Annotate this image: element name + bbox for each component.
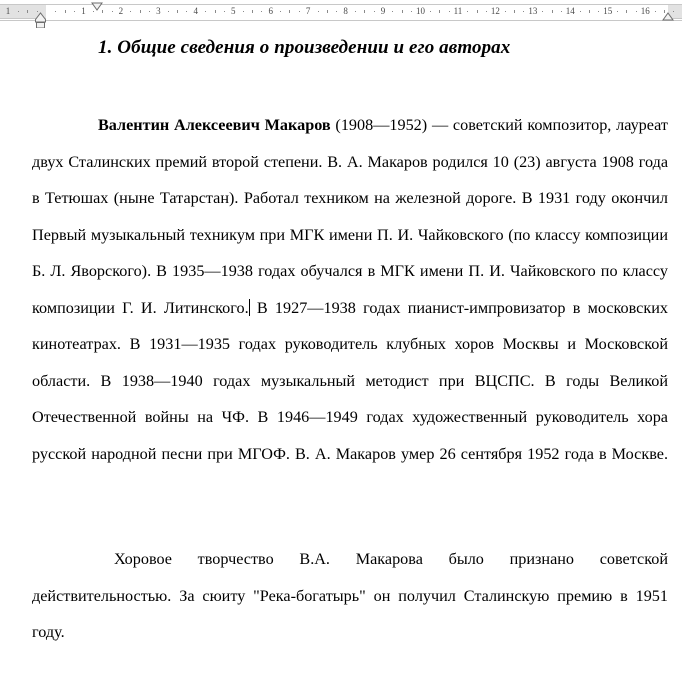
paragraph-biography-part-1: (1908—1952) — советский композитор, лауреат двух Сталинских премий второй степени. В. А. Макаров родился 10 (23) августа 1908 года в Тетюшах (ныне Татарстан). Работал техником на железной дороге. В 1931 году окончил Первый музыкальный техникум при МГК имени П. И. Чайковского (по классу композиции Б. Л. Яворского). В 1935—1938 годах обучался в МГК имени П. И. Чайковского по классу композиции Г. И. Литинского.: [32, 116, 668, 317]
ruler-quarter-dot: [449, 11, 450, 12]
ruler-half-tick: [477, 10, 478, 13]
ruler-quarter-dot: [243, 11, 244, 12]
ruler-quarter-dot: [542, 11, 543, 12]
ruler-quarter-dot: [93, 11, 94, 12]
ruler-number-1: 1: [81, 6, 86, 16]
ruler-number-3: 3: [156, 6, 161, 16]
ruler-quarter-dot: [523, 11, 524, 12]
ruler-half-tick: [439, 10, 440, 13]
ruler-quarter-dot: [580, 11, 581, 12]
document-page[interactable]: [0, 28, 682, 644]
ruler-half-tick: [65, 10, 66, 13]
ruler-quarter-dot: [205, 11, 206, 12]
ruler-half-tick: [626, 10, 627, 13]
ruler-quarter-dot: [224, 11, 225, 12]
ruler-quarter-dot: [636, 11, 637, 12]
ruler-quarter-dot: [261, 11, 262, 12]
ruler-quarter-dot: [280, 11, 281, 12]
ruler-number-9: 9: [380, 6, 386, 16]
ruler-quarter-dot: [149, 11, 150, 12]
ruler-number-10: 10: [416, 6, 425, 16]
first-line-indent-marker[interactable]: [91, 2, 103, 11]
ruler-half-tick: [215, 10, 216, 13]
ruler-quarter-dot: [355, 11, 356, 12]
horizontal-ruler[interactable]: [0, 0, 682, 28]
paragraph-biography-part-2: В 1927—1938 годах пианист-импровизатор в московских кинотеатрах. В 1931—1935 годах руководитель клубных хоров Москвы и Московской области. В 1938—1940 годах музыкальный методист при ВЦСПС. В годы Великой Отечественной войны на ЧФ. В 1946—1949 годах художественный руководитель хора русской народной песни при МГОФ. В. А. Макаров умер 26 сентября 1952 года в Москве.: [32, 298, 668, 463]
ruler-quarter-dot: [617, 11, 618, 12]
ruler-number-12: 12: [490, 6, 500, 16]
ruler-quarter-dot: [318, 11, 319, 12]
ruler-number-16: 16: [640, 6, 650, 16]
ruler-quarter-dot: [112, 11, 113, 12]
subject-name: Валентин Алексеевич Макаров: [98, 116, 331, 134]
ruler-quarter-dot: [55, 11, 56, 12]
ruler-number-8: 8: [343, 6, 348, 16]
ruler-number-7: 7: [305, 6, 311, 16]
ruler-number-14: 14: [565, 6, 575, 16]
heading-section-1: 1. Общие сведения о произведении и его авторах: [98, 37, 511, 58]
ruler-quarter-dot: [18, 11, 19, 12]
ruler-quarter-dot: [598, 11, 599, 12]
ruler-quarter-dot: [74, 11, 75, 12]
ruler-half-tick: [552, 10, 553, 13]
ruler-quarter-dot: [561, 11, 562, 12]
ruler-half-tick: [364, 10, 365, 13]
ruler-quarter-dot: [168, 11, 169, 12]
paragraph-choral-works-text: Хоровое творчество В.А. Макарова было признано советской действительностью. За сюиту "Река-богатырь" он получил Сталинскую премию в 1951 году.: [32, 550, 668, 641]
paragraph-biography[interactable]: [32, 107, 668, 509]
ruler-number-5: 5: [231, 6, 236, 16]
ruler-half-tick: [589, 10, 590, 13]
ruler-number-6: 6: [268, 6, 273, 16]
ruler-half-tick: [327, 10, 328, 13]
ruler-number-15: 15: [603, 6, 613, 16]
ruler-quarter-dot: [392, 11, 393, 12]
ruler-quarter-dot: [430, 11, 431, 12]
paragraph-choral-works[interactable]: [32, 541, 668, 687]
ruler-number-left-margin: 1: [5, 6, 11, 16]
ruler-quarter-dot: [374, 11, 375, 12]
right-indent-marker[interactable]: [662, 12, 674, 21]
ruler-half-tick: [177, 10, 178, 13]
left-indent-marker[interactable]: [34, 12, 47, 28]
ruler-half-tick: [252, 10, 253, 13]
ruler-half-tick: [402, 10, 403, 13]
ruler-half-tick: [27, 10, 28, 13]
ruler-number-11: 11: [453, 6, 463, 16]
ruler-quarter-dot: [486, 11, 487, 12]
ruler-quarter-dot: [299, 11, 300, 12]
ruler-quarter-dot: [467, 11, 468, 12]
ruler-number-2: 2: [118, 6, 124, 16]
ruler-quarter-dot: [336, 11, 337, 12]
ruler-quarter-dot: [505, 11, 506, 12]
ruler-number-13: 13: [528, 6, 538, 16]
text-caret: [249, 299, 250, 316]
ruler-half-tick: [140, 10, 141, 13]
ruler-quarter-dot: [411, 11, 412, 12]
ruler-quarter-dot: [655, 11, 656, 12]
ruler-quarter-dot: [130, 11, 131, 12]
ruler-half-tick: [514, 10, 515, 13]
paragraph-biography-text: [32, 107, 668, 509]
ruler-number-4: 4: [193, 6, 199, 16]
ruler-half-tick: [289, 10, 290, 13]
ruler-quarter-dot: [186, 11, 187, 12]
